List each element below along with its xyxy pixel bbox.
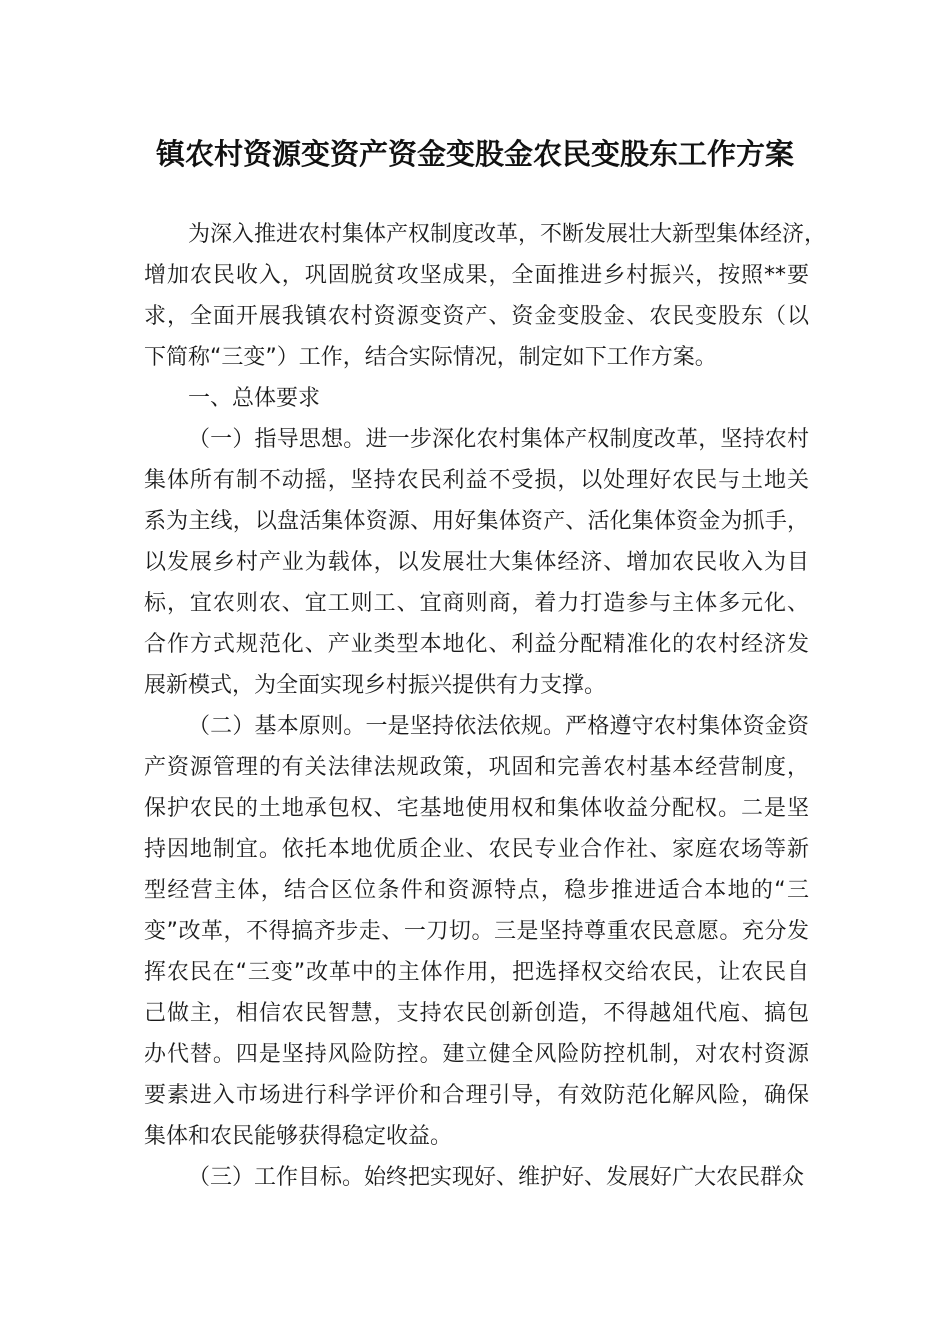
document-title: 镇农村资源变资产资金变股金农民变股东工作方案 [155, 137, 794, 171]
paragraph-line: 挥农民在“三变”改革中的主体作用，把选择权交给农民，让农民自 [144, 960, 809, 985]
paragraph-line: （二）基本原则。一是坚持依法依规。严格遵守农村集体资金资 [188, 714, 809, 739]
paragraph-line: 增加农民收入，巩固脱贫攻坚成果，全面推进乡村振兴，按照**要 [144, 263, 809, 288]
paragraph-line: （三）工作目标。始终把实现好、维护好、发展好广大农民群众 [188, 1165, 805, 1190]
paragraph-line: 以发展乡村产业为载体，以发展壮大集体经济、增加农民收入为目 [144, 550, 809, 575]
paragraph-line: 系为主线，以盘活集体资源、用好集体资产、活化集体资金为抓手， [144, 509, 809, 534]
paragraph-line: 型经营主体，结合区位条件和资源特点，稳步推进适合本地的“三 [144, 878, 809, 903]
paragraph-line: 保护农民的土地承包权、宅基地使用权和集体收益分配权。二是坚 [144, 796, 809, 821]
section-heading: 一、总体要求 [188, 386, 321, 411]
paragraph-line: 集体和农民能够获得稳定收益。 [144, 1124, 453, 1149]
paragraph-line: 求，全面开展我镇农村资源变资产、资金变股金、农民变股东（以 [144, 304, 809, 329]
document-body [144, 214, 827, 1198]
paragraph-line: 标，宜农则农、宜工则工、宜商则商，着力打造参与主体多元化、 [144, 591, 809, 616]
paragraph-line: 产资源管理的有关法律法规政策，巩固和完善农村基本经营制度， [144, 755, 809, 780]
paragraph-line: 为深入推进农村集体产权制度改革，不断发展壮大新型集体经济， [188, 222, 827, 247]
paragraph-line: 己做主，相信农民智慧，支持农民创新创造，不得越俎代庖、搞包 [144, 1001, 809, 1026]
paragraph-line: 合作方式规范化、产业类型本地化、利益分配精准化的农村经济发 [144, 632, 809, 657]
paragraph-line: 办代替。四是坚持风险防控。建立健全风险防控机制，对农村资源 [144, 1042, 809, 1067]
paragraph-line: 变”改革，不得搞齐步走、一刀切。三是坚持尊重农民意愿。充分发 [144, 919, 809, 944]
paragraph-line: 集体所有制不动摇，坚持农民利益不受损，以处理好农民与土地关 [144, 468, 809, 493]
paragraph-line: 持因地制宜。依托本地优质企业、农民专业合作社、家庭农场等新 [144, 837, 809, 862]
paragraph-line: 要素进入市场进行科学评价和合理引导，有效防范化解风险，确保 [144, 1083, 809, 1108]
paragraph-line: 下简称“三变”）工作，结合实际情况，制定如下工作方案。 [144, 345, 717, 370]
paragraph-line: （一）指导思想。进一步深化农村集体产权制度改革，坚持农村 [188, 427, 809, 452]
paragraph-line: 展新模式，为全面实现乡村振兴提供有力支撑。 [144, 673, 607, 698]
